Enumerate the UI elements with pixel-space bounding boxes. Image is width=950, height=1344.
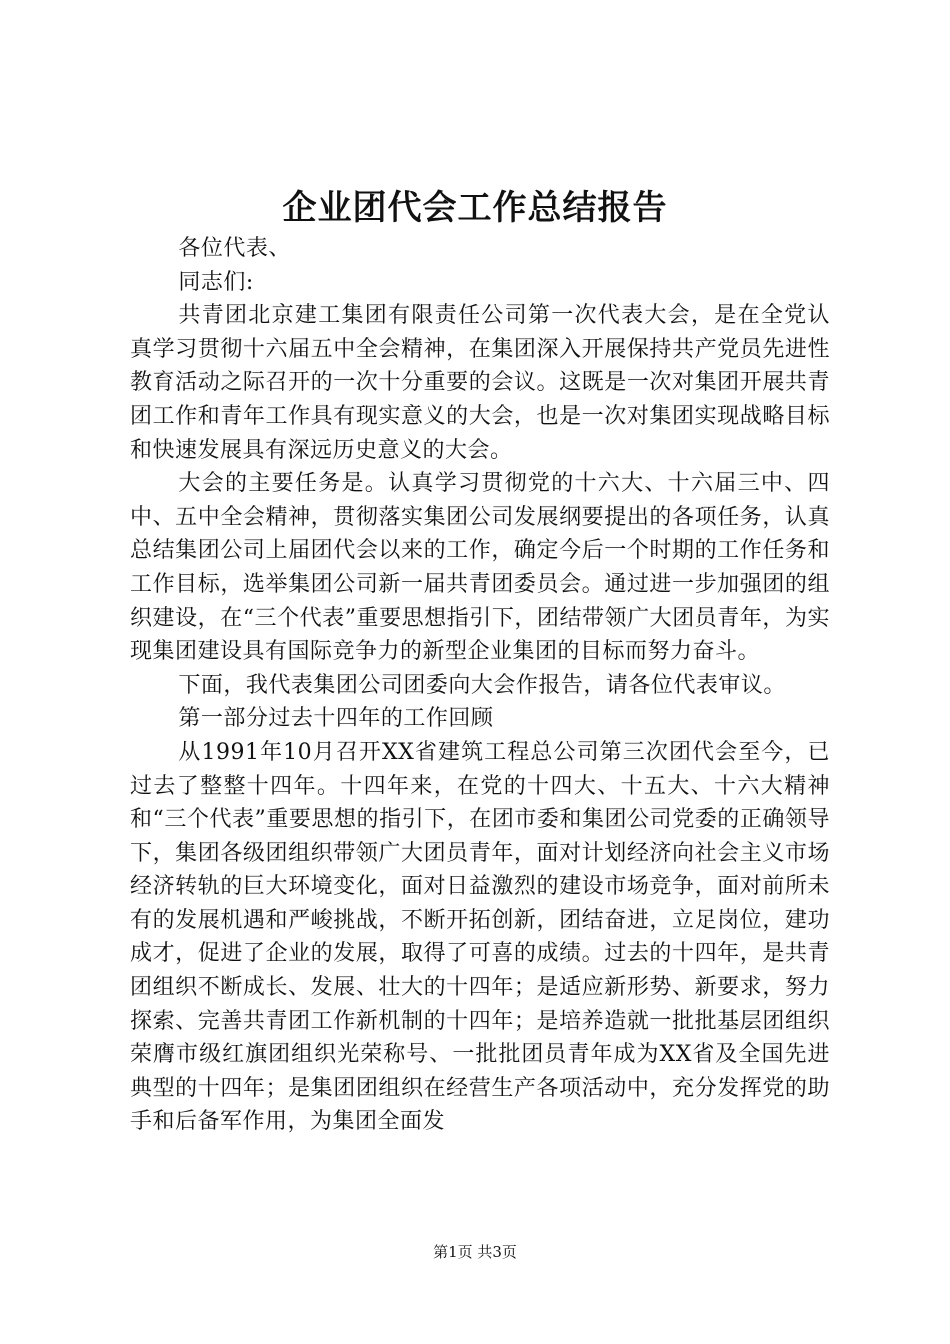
salutation-line: 各位代表、 — [178, 236, 291, 261]
salutation-line: 同志们: — [178, 269, 254, 295]
page-number-footer: 第1页 共3页 — [433, 1243, 517, 1261]
body-paragraph: 共青团北京建工集团有限责任公司第一次代表大会，是在全党认真学习贯彻十六届五中全会精神，在集团深入开展保持共产党员先进性教育活动之际召开的一次十分重要的会议。这既是一次对集团开展共青团工作和青年工作具有现实意义的大会，也是一次对集团实现战略目标和快速发展具有深远历史意义的大会。 — [130, 303, 830, 463]
body-paragraph: 下面，我代表集团公司团委向大会作报告，请各位代表审议。 — [178, 672, 786, 698]
document-body — [130, 232, 830, 1139]
document-title: 企业团代会工作总结报告 — [282, 188, 668, 228]
body-paragraph: 从1991年10月召开XX省建筑工程总公司第三次团代会至今，已过去了整整十四年。十四年来，在党的十四大、十五大、十六大精神和“三个代表”重要思想的指引下，在团市委和集团公司党委的正确领导下，集团各级团组织带领广大团员青年，面对计划经济向社会主义市场经济转轨的巨大环境变化，面对日益激烈的建设市场竞争，面对前所未有的发展机遇和严峻挑战，不断开拓创新，团结奋进，立足岗位，建功成才，促进了企业的发展，取得了可喜的成绩。过去的十四年，是共青团组织不断成长、发展、壮大的十四年；是适应新形势、新要求，努力探索、完善共青团工作新机制的十四年；是培养造就一批批基层团组织荣膺市级红旗团组织光荣称号、一批批团员青年成为XX省及全国先进典型的十四年；是集团团组织在经营生产各项活动中，充分发挥党的助手和后备军作用，为集团全面发 — [130, 739, 830, 1135]
body-paragraph: 大会的主要任务是。认真学习贯彻党的十六大、十六届三中、四中、五中全会精神，贯彻落实集团公司发展纲要提出的各项任务，认真总结集团公司上届团代会以来的工作，确定今后一个时期的工作任务和工作目标，选举集团公司新一届共青团委员会。通过进一步加强团的组织建设，在“三个代表”重要思想指引下，团结带领广大团员青年，为实现集团建设具有国际竞争力的新型企业集团的目标而努力奋斗。 — [130, 471, 830, 665]
section-heading: 第一部分过去十四年的工作回顾 — [178, 706, 494, 732]
